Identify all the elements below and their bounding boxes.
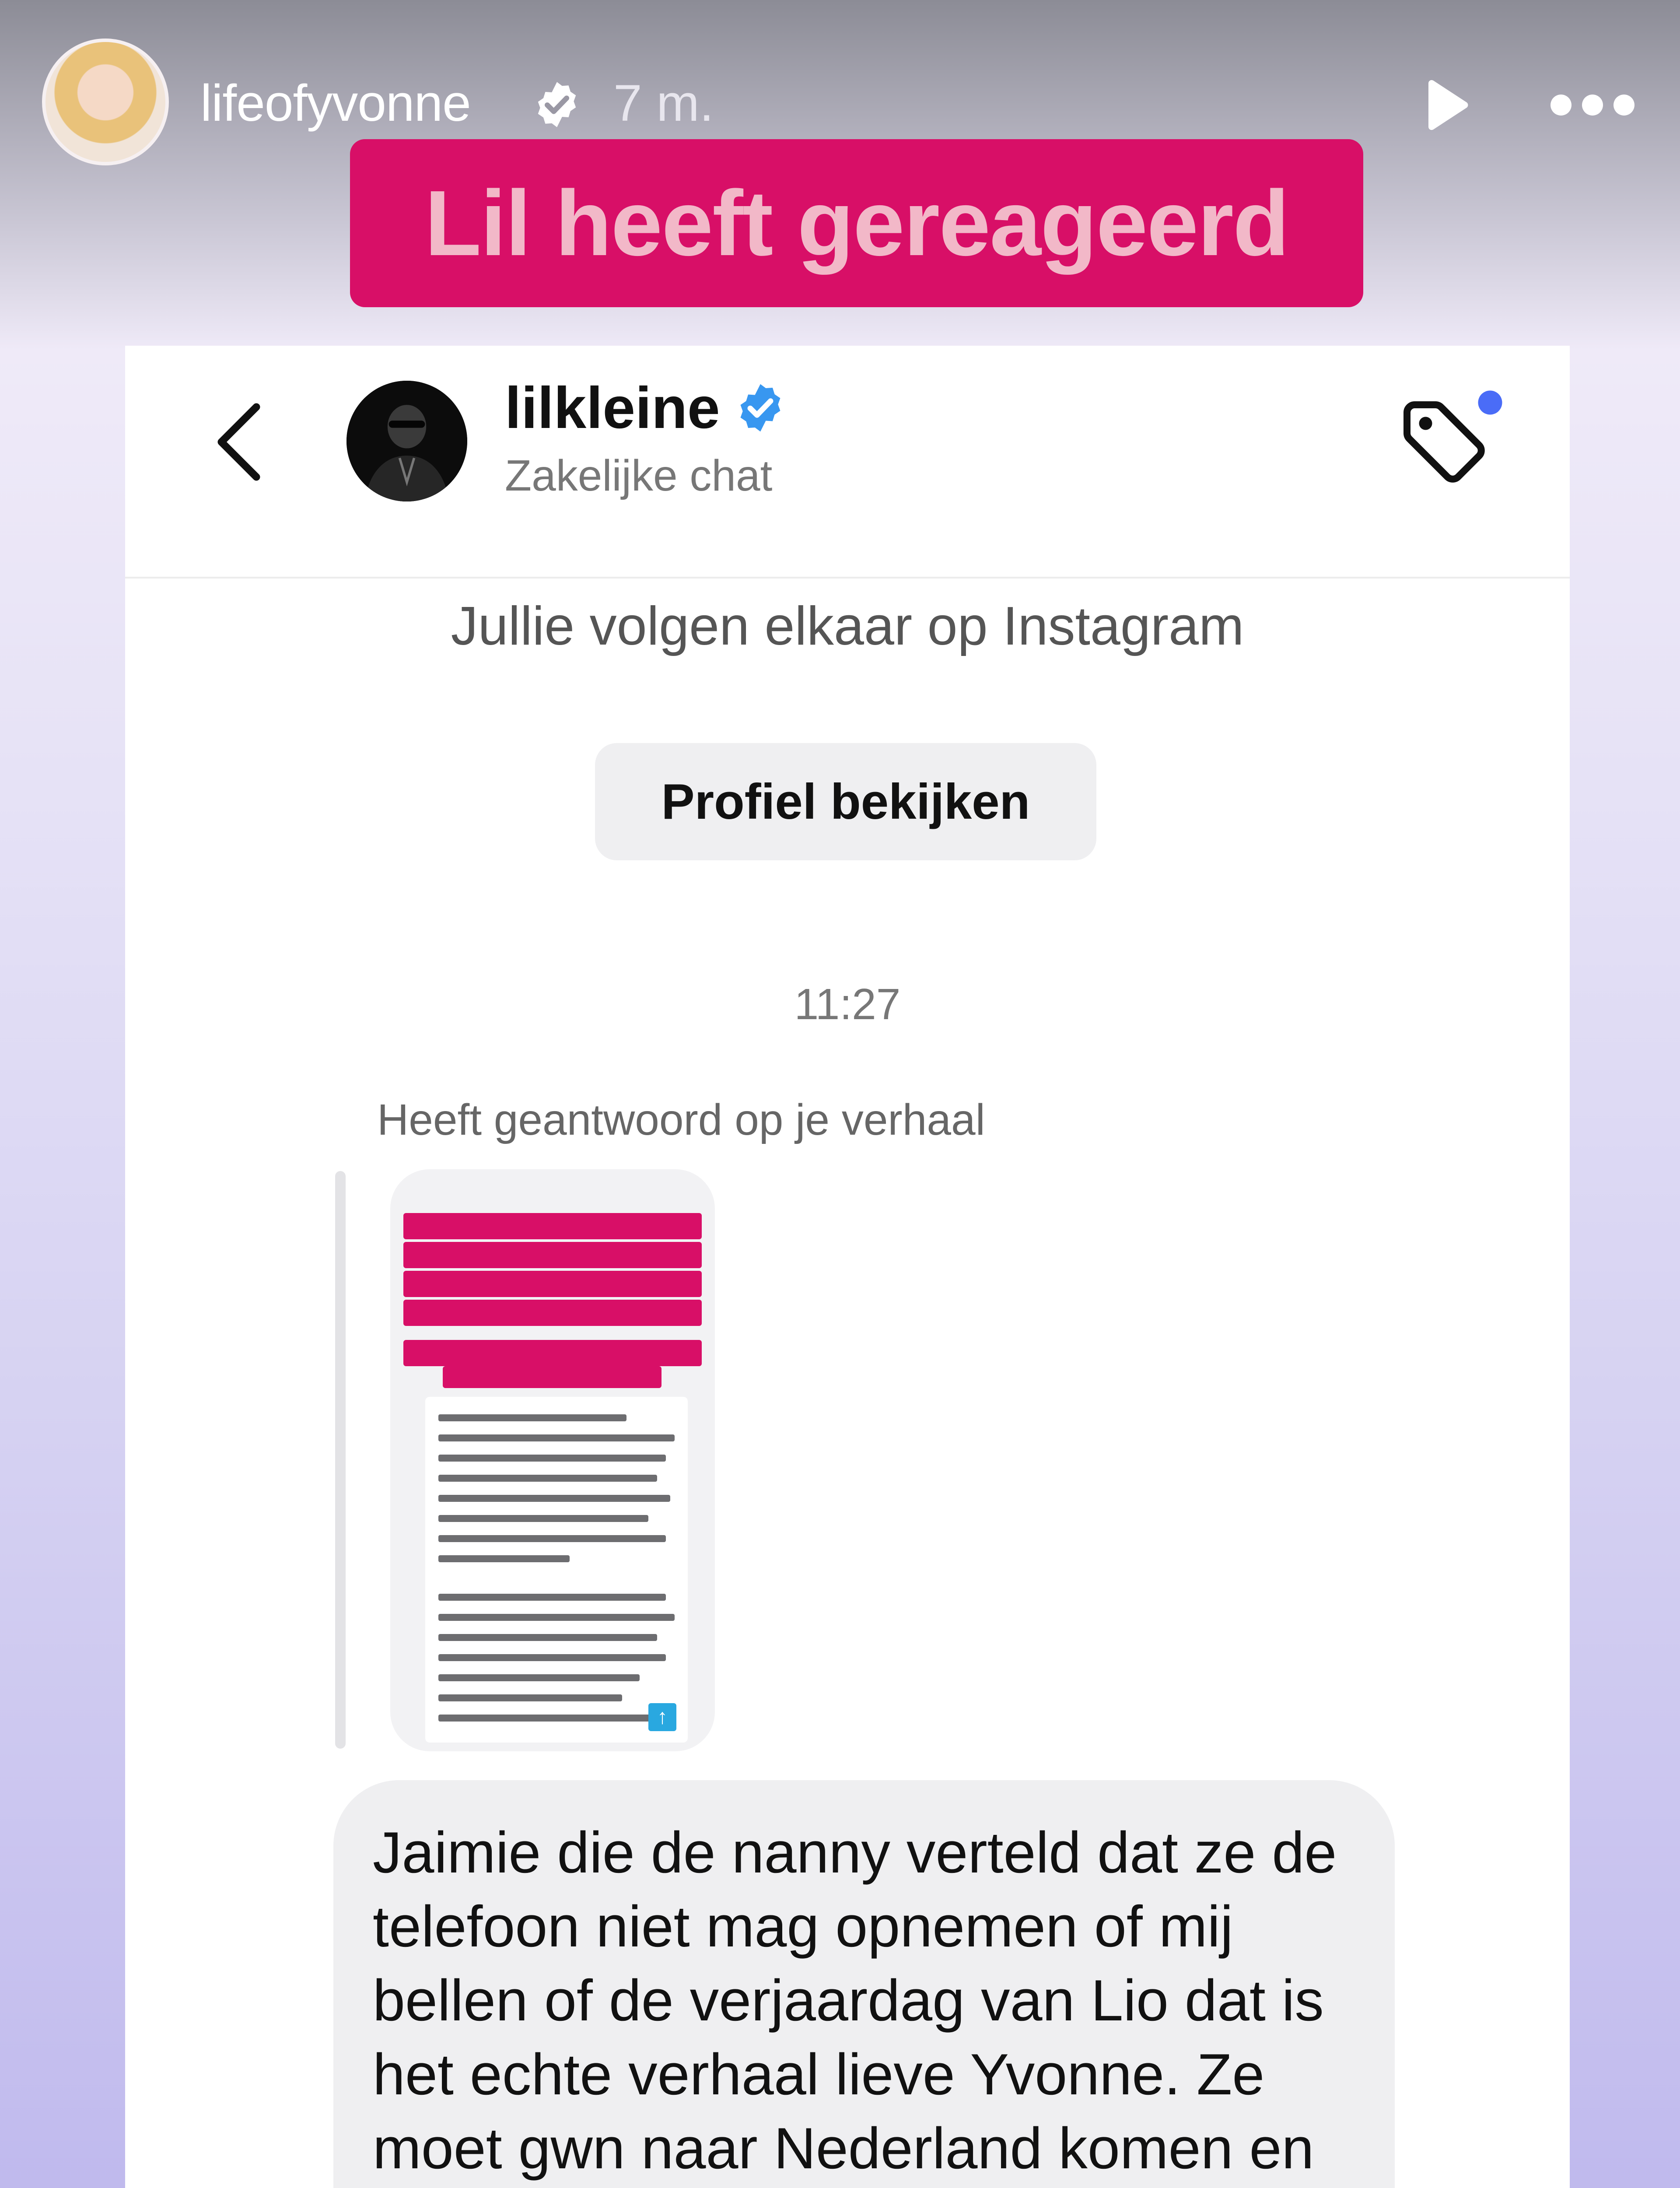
verified-badge-icon	[733, 381, 788, 435]
play-icon[interactable]	[1413, 74, 1474, 136]
story-username[interactable]: lifeofyvonne	[200, 74, 471, 132]
story-reply-note: Heeft geantwoord op je verhaal	[377, 1095, 985, 1144]
view-profile-button[interactable]: Profiel bekijken	[595, 743, 1096, 860]
chat-subtitle: Zakelijke chat	[505, 451, 773, 500]
chat-avatar[interactable]	[346, 381, 467, 501]
more-icon[interactable]	[1549, 88, 1636, 123]
verified-badge-icon	[531, 79, 583, 130]
chat-name[interactable]: lilkleine	[505, 375, 720, 441]
story-avatar[interactable]	[42, 39, 169, 165]
follow-note: Jullie volgen elkaar op Instagram	[451, 596, 1244, 656]
dm-screenshot	[125, 346, 1570, 2188]
incoming-message-bubble	[333, 1780, 1395, 2188]
headline-sticker	[350, 139, 1363, 307]
incoming-message-text: Jaimie die de nanny verteld dat ze de telefoon niet mag opnemen of mij bellen of de verjaardag van Lio dat is het echte verhaal lieve Yvonne. Ze moet gwn naar Nederland komen en	[373, 1820, 1337, 2181]
story-time: 7 m.	[613, 74, 714, 132]
message-timestamp: 11:27	[794, 980, 901, 1029]
tag-icon[interactable]	[1394, 389, 1508, 494]
arrow-up-icon: ↑	[648, 1703, 676, 1731]
headline-text: Lil heeft gereageerd	[424, 171, 1289, 275]
header-divider	[125, 577, 1570, 579]
back-icon[interactable]	[208, 398, 274, 486]
person-silhouette-icon	[346, 381, 467, 501]
reply-quote-bar	[335, 1171, 346, 1749]
replied-story-thumbnail[interactable]	[390, 1169, 715, 1751]
